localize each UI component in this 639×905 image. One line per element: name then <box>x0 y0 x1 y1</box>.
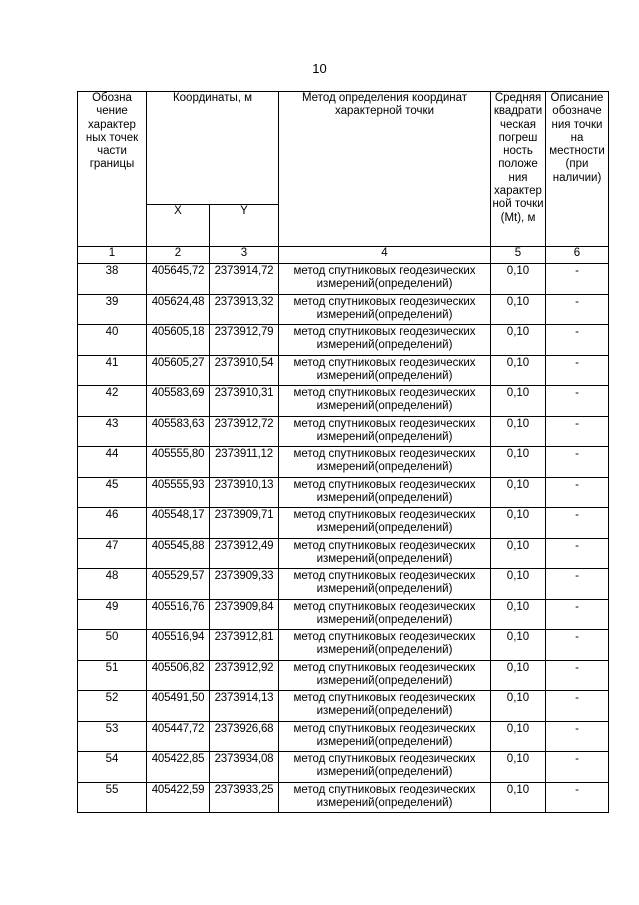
boundary-points-table <box>77 91 609 813</box>
cell-y: 2373912,79 <box>210 325 279 356</box>
cell-y: 2373910,13 <box>210 477 279 508</box>
cell-x: 405422,85 <box>147 752 210 783</box>
cell-error: 0,10 <box>491 752 546 783</box>
cell-method: метод спутниковых геодезических измерений(определений) <box>279 508 491 539</box>
cell-point-number: 52 <box>78 691 147 722</box>
header-method: Метод определения координат характерной точки <box>279 92 491 247</box>
cell-method: метод спутниковых геодезических измерений(определений) <box>279 721 491 752</box>
col-number: 2 <box>147 247 210 264</box>
cell-description: - <box>546 355 609 386</box>
cell-y: 2373911,12 <box>210 447 279 478</box>
cell-method: метод спутниковых геодезических измерений(определений) <box>279 355 491 386</box>
cell-method: метод спутниковых геодезических измерений(определений) <box>279 569 491 600</box>
col-number: 6 <box>546 247 609 264</box>
cell-error: 0,10 <box>491 386 546 417</box>
cell-x: 405516,76 <box>147 599 210 630</box>
table-row <box>78 752 609 783</box>
cell-method: метод спутниковых геодезических измерений(определений) <box>279 264 491 295</box>
header-error: Средняя квадрати ческая погреш ность положе ния характер ной точки (Mt), м <box>491 92 546 247</box>
table-row <box>78 569 609 600</box>
cell-description: - <box>546 416 609 447</box>
cell-y: 2373912,81 <box>210 630 279 661</box>
cell-point-number: 40 <box>78 325 147 356</box>
cell-x: 405516,94 <box>147 630 210 661</box>
cell-description: - <box>546 752 609 783</box>
cell-description: - <box>546 569 609 600</box>
col-number: 4 <box>279 247 491 264</box>
cell-point-number: 47 <box>78 538 147 569</box>
cell-point-number: 44 <box>78 447 147 478</box>
cell-method: метод спутниковых геодезических измерений(определений) <box>279 599 491 630</box>
header-row <box>78 92 609 205</box>
cell-y: 2373933,25 <box>210 782 279 813</box>
cell-error: 0,10 <box>491 477 546 508</box>
table-row <box>78 325 609 356</box>
cell-x: 405583,69 <box>147 386 210 417</box>
header-point: Обозна чение характер ных точек части границы <box>78 92 147 247</box>
cell-point-number: 41 <box>78 355 147 386</box>
table-row <box>78 630 609 661</box>
cell-method: метод спутниковых геодезических измерений(определений) <box>279 538 491 569</box>
cell-method: метод спутниковых геодезических измерений(определений) <box>279 386 491 417</box>
cell-description: - <box>546 630 609 661</box>
cell-error: 0,10 <box>491 721 546 752</box>
cell-method: метод спутниковых геодезических измерений(определений) <box>279 630 491 661</box>
cell-description: - <box>546 294 609 325</box>
column-numbers-row <box>78 247 609 264</box>
page-number: 10 <box>312 61 327 76</box>
cell-error: 0,10 <box>491 294 546 325</box>
table-row <box>78 386 609 417</box>
col-number: 1 <box>78 247 147 264</box>
cell-point-number: 43 <box>78 416 147 447</box>
cell-description: - <box>546 538 609 569</box>
cell-description: - <box>546 325 609 356</box>
cell-x: 405605,18 <box>147 325 210 356</box>
cell-method: метод спутниковых геодезических измерений(определений) <box>279 477 491 508</box>
cell-error: 0,10 <box>491 599 546 630</box>
table-row <box>78 538 609 569</box>
cell-error: 0,10 <box>491 508 546 539</box>
cell-error: 0,10 <box>491 660 546 691</box>
cell-point-number: 54 <box>78 752 147 783</box>
cell-x: 405545,88 <box>147 538 210 569</box>
cell-y: 2373910,54 <box>210 355 279 386</box>
table-row <box>78 477 609 508</box>
cell-point-number: 39 <box>78 294 147 325</box>
table-row <box>78 691 609 722</box>
cell-method: метод спутниковых геодезических измерений(определений) <box>279 325 491 356</box>
cell-x: 405529,57 <box>147 569 210 600</box>
cell-y: 2373910,31 <box>210 386 279 417</box>
cell-error: 0,10 <box>491 538 546 569</box>
cell-description: - <box>546 447 609 478</box>
cell-y: 2373926,68 <box>210 721 279 752</box>
table-row <box>78 508 609 539</box>
cell-point-number: 55 <box>78 782 147 813</box>
cell-x: 405555,80 <box>147 447 210 478</box>
cell-point-number: 48 <box>78 569 147 600</box>
cell-method: метод спутниковых геодезических измерений(определений) <box>279 447 491 478</box>
cell-y: 2373912,49 <box>210 538 279 569</box>
cell-error: 0,10 <box>491 325 546 356</box>
cell-x: 405583,63 <box>147 416 210 447</box>
table-row <box>78 355 609 386</box>
table-row <box>78 447 609 478</box>
cell-x: 405605,27 <box>147 355 210 386</box>
cell-point-number: 42 <box>78 386 147 417</box>
cell-y: 2373934,08 <box>210 752 279 783</box>
col-number: 3 <box>210 247 279 264</box>
cell-y: 2373912,92 <box>210 660 279 691</box>
cell-x: 405624,48 <box>147 294 210 325</box>
cell-y: 2373909,71 <box>210 508 279 539</box>
cell-x: 405491,50 <box>147 691 210 722</box>
cell-x: 405506,82 <box>147 660 210 691</box>
cell-y: 2373909,84 <box>210 599 279 630</box>
cell-point-number: 38 <box>78 264 147 295</box>
col-number: 5 <box>491 247 546 264</box>
cell-y: 2373914,13 <box>210 691 279 722</box>
cell-description: - <box>546 508 609 539</box>
cell-error: 0,10 <box>491 355 546 386</box>
cell-error: 0,10 <box>491 416 546 447</box>
cell-point-number: 51 <box>78 660 147 691</box>
cell-error: 0,10 <box>491 691 546 722</box>
table-row <box>78 294 609 325</box>
cell-description: - <box>546 599 609 630</box>
cell-method: метод спутниковых геодезических измерений(определений) <box>279 691 491 722</box>
cell-x: 405447,72 <box>147 721 210 752</box>
cell-point-number: 45 <box>78 477 147 508</box>
cell-description: - <box>546 691 609 722</box>
cell-x: 405548,17 <box>147 508 210 539</box>
cell-error: 0,10 <box>491 782 546 813</box>
cell-x: 405422,59 <box>147 782 210 813</box>
table-row <box>78 721 609 752</box>
cell-y: 2373913,32 <box>210 294 279 325</box>
cell-error: 0,10 <box>491 569 546 600</box>
cell-y: 2373914,72 <box>210 264 279 295</box>
cell-description: - <box>546 264 609 295</box>
cell-description: - <box>546 721 609 752</box>
cell-point-number: 53 <box>78 721 147 752</box>
table-row <box>78 782 609 813</box>
cell-error: 0,10 <box>491 447 546 478</box>
header-description: Описание обозначе ния точки на местности (при наличии) <box>546 92 609 247</box>
cell-method: метод спутниковых геодезических измерений(определений) <box>279 782 491 813</box>
cell-description: - <box>546 660 609 691</box>
table-row <box>78 416 609 447</box>
table-row <box>78 660 609 691</box>
header-x: X <box>147 205 210 247</box>
cell-method: метод спутниковых геодезических измерений(определений) <box>279 660 491 691</box>
cell-point-number: 49 <box>78 599 147 630</box>
header-y: Y <box>210 205 279 247</box>
cell-error: 0,10 <box>491 630 546 661</box>
cell-method: метод спутниковых геодезических измерений(определений) <box>279 752 491 783</box>
cell-point-number: 46 <box>78 508 147 539</box>
cell-y: 2373909,33 <box>210 569 279 600</box>
cell-method: метод спутниковых геодезических измерений(определений) <box>279 294 491 325</box>
table-row <box>78 264 609 295</box>
header-coordinates: Координаты, м <box>147 92 279 205</box>
cell-description: - <box>546 477 609 508</box>
cell-x: 405645,72 <box>147 264 210 295</box>
cell-point-number: 50 <box>78 630 147 661</box>
cell-description: - <box>546 782 609 813</box>
cell-error: 0,10 <box>491 264 546 295</box>
cell-y: 2373912,72 <box>210 416 279 447</box>
cell-x: 405555,93 <box>147 477 210 508</box>
cell-description: - <box>546 386 609 417</box>
table-row <box>78 599 609 630</box>
cell-method: метод спутниковых геодезических измерений(определений) <box>279 416 491 447</box>
